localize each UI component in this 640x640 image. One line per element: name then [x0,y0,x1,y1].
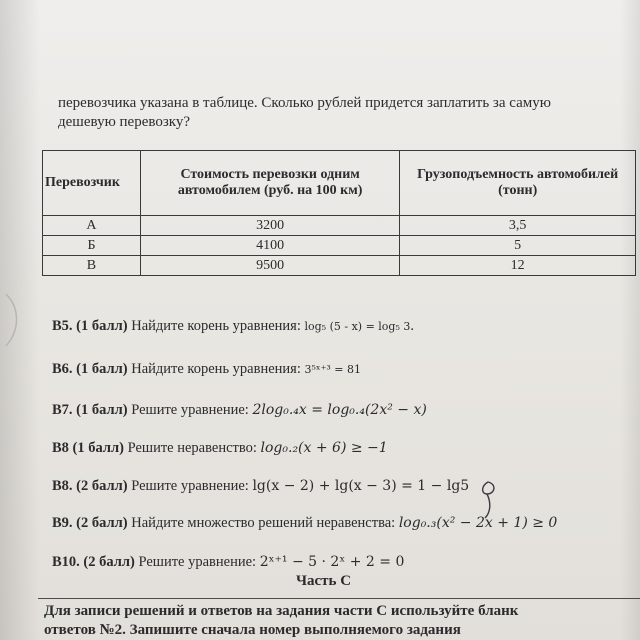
task-text: Найдите множество решений неравенства: [131,515,396,531]
task-suffix: . [410,318,415,334]
task-equation: lg(x − 2) + lg(x − 3) = 1 − lg5 [252,478,470,494]
table-row [43,256,636,276]
carrier-table [42,150,636,276]
cell-capacity: 12 [400,256,636,276]
cell-carrier: Б [43,236,141,256]
task-text: Решите уравнение: [131,402,249,418]
table-row [43,236,636,256]
task-label: В10. (2 балл) [52,554,135,570]
section-divider [38,598,640,599]
part-c-instructions [44,602,640,640]
task-equation: log₅ (5 - x) = log₅ 3 [304,320,411,333]
task-label: В5. (1 балл) [52,318,128,334]
task-text: Решите неравенство: [127,440,257,456]
task-b9 [52,515,557,532]
task-label: В9. (2 балл) [52,515,128,531]
task-text: Решите уравнение: [131,478,249,494]
task-b5 [52,318,414,335]
task-label: В8 (1 балл) [52,440,124,456]
cell-cost: 3200 [140,216,399,236]
cell-cost: 4100 [140,236,399,256]
page-shadow-right [620,0,640,640]
task-b8-inequality [52,440,388,457]
task-b8-equation [52,478,469,495]
problem-intro [58,94,623,132]
header-cost: Стоимость перевозки одним автомобилем (руб. на 100 км) [140,151,399,216]
task-equation: log₀.₂(x + 6) ≥ −1 [260,440,388,456]
cell-cost: 9500 [140,256,399,276]
table-row [43,216,636,236]
section-title: Часть С [296,573,352,589]
cell-capacity: 3,5 [400,216,636,236]
task-equation: 3⁵ˣ⁺³ = 81 [304,363,361,376]
task-label: В8. (2 балл) [52,478,128,494]
intro-line-2: дешевую перевозку? [58,114,191,130]
instructions-line-1: Для записи решений и ответов на задания части С используйте бланк [44,603,519,619]
task-b7 [52,402,427,419]
cell-capacity: 5 [400,236,636,256]
header-capacity: Грузоподъемность автомобилей (тонн) [400,151,636,216]
task-text: Решите уравнение: [138,554,257,570]
cell-carrier: А [43,216,141,236]
task-text: Найдите корень уравнения: [131,318,301,334]
task-label: В6. (1 балл) [52,361,128,377]
header-carrier: Перевозчик [43,151,141,216]
intro-line-1: перевозчика указана в таблице. Сколько рублей придется заплатить за самую [58,95,551,111]
task-equation: 2log₀.₄x = log₀.₄(2x² − x) [252,402,427,418]
task-text: Найдите корень уравнения: [131,361,301,377]
task-label: В7. (1 балл) [52,402,128,418]
page-fold-mark [0,290,30,350]
instructions-line-2: ответов №2. Запишите сначала номер выполняемого задания [44,622,461,638]
task-b10 [52,554,404,571]
table-header-row [43,151,636,216]
task-b6 [52,361,361,378]
task-equation: log₀.₃(x² − 2x + 1) ≥ 0 [398,515,558,531]
cell-carrier: В [43,256,141,276]
task-equation: 2ˣ⁺¹ − 5 · 2ˣ + 2 = 0 [259,554,405,570]
